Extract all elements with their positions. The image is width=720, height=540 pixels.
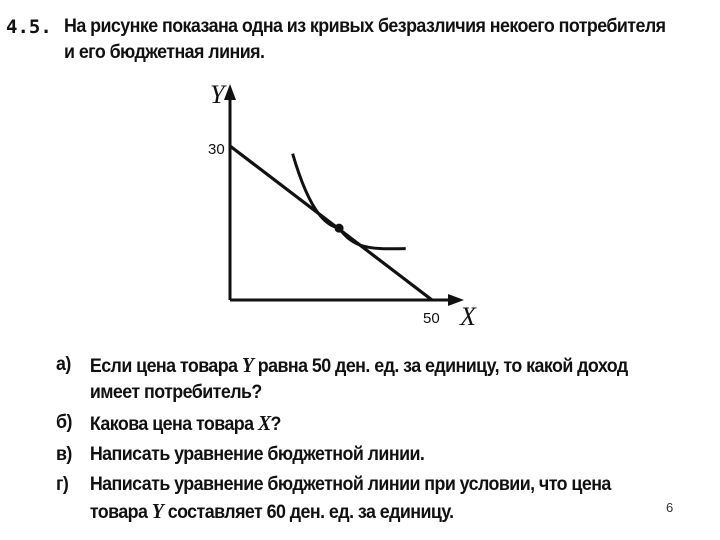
question-marker: б)	[56, 412, 72, 433]
question-c	[56, 442, 658, 468]
tangency-point	[335, 224, 344, 233]
question-a	[56, 352, 658, 406]
question-marker: а)	[56, 354, 71, 375]
questions-list	[56, 352, 696, 530]
question-text: составляет 60 ден. ед. за единицу.	[163, 502, 454, 523]
question-text: Написать уравнение бюджетной линии.	[89, 444, 425, 465]
problem-number: 4.5.	[6, 16, 52, 38]
y-axis-arrow	[224, 84, 236, 100]
question-d	[56, 472, 658, 526]
question-text: равна 50 ден. ед. за единицу, то какой доход имеет потребитель?	[89, 356, 628, 403]
question-text: Какова цена товара	[89, 414, 258, 435]
x-axis-label: X	[460, 302, 476, 331]
variable-x: X	[257, 411, 271, 435]
budget-line	[230, 146, 432, 300]
question-b	[56, 410, 658, 438]
question-text: ?	[270, 414, 281, 435]
question-text: Написать уравнение бюджетной линии при условии, что цена товара	[89, 474, 611, 523]
problem-statement: На рисунке показана одна из кривых безразличия некоего потребителя и его бюджетная линия.	[64, 16, 666, 63]
question-text: Если цена товара	[89, 356, 242, 377]
y-intercept-label: 30	[208, 141, 225, 158]
page-number: 6	[666, 500, 674, 515]
variable-y: Y	[241, 353, 254, 377]
x-intercept-label: 50	[423, 310, 440, 327]
question-marker: в)	[56, 444, 72, 465]
variable-y: Y	[151, 499, 164, 523]
question-marker: г)	[56, 474, 69, 495]
indifference-curve	[293, 154, 406, 249]
y-axis-label: Y	[210, 80, 225, 109]
